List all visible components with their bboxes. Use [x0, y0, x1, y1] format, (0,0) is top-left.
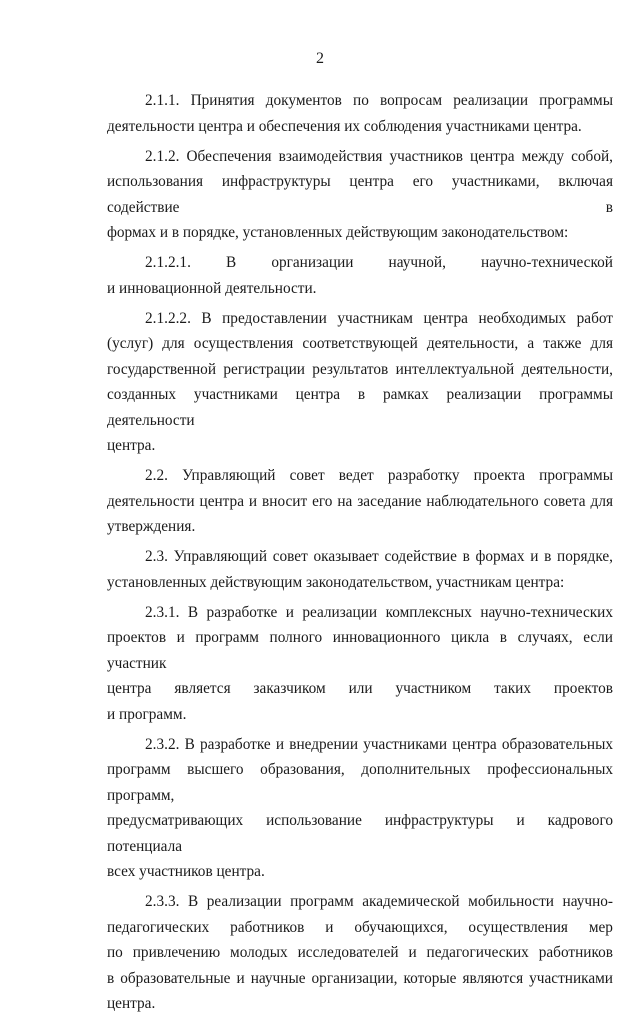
text-line: 2.3.3. В реализации программ академической мобильности научно- — [145, 893, 613, 910]
text-line: предусматривающих использование инфраструктуры и кадрового потенциала — [107, 812, 613, 855]
word: организации — [271, 254, 354, 271]
spaced-text-line — [107, 915, 613, 941]
paragraph-2-3-1 — [107, 600, 613, 728]
spaced-text-line — [107, 676, 613, 702]
word: является — [174, 680, 231, 697]
text-line: созданных участниками центра в рамках реализации программы деятельности — [107, 386, 613, 429]
word: 2.1.2.1. — [145, 254, 191, 271]
text-line: утверждения. — [107, 518, 196, 535]
text-line: деятельности центра и обеспечения их соблюдения участниками центра. — [107, 117, 582, 135]
text-line: и программ. — [107, 705, 187, 723]
word: мер — [588, 918, 613, 936]
text-line: 2.3. Управляющий совет оказывает содействие в формах и в порядке, — [145, 548, 613, 565]
paragraph-2-1-2-1 — [107, 250, 613, 301]
word: научной, — [388, 254, 446, 271]
word: участником — [395, 680, 472, 697]
word: или — [348, 680, 373, 697]
paragraph-2-1-1 — [107, 88, 613, 139]
text-line: центра. — [107, 995, 156, 1012]
text-line: 2.2. Управляющий совет ведет разработку проекта программы — [145, 467, 613, 484]
text-line: программ высшего образования, дополнительных профессиональных программ, — [107, 761, 613, 804]
text-line: по привлечению молодых исследователей и педагогических работников — [107, 944, 613, 961]
text-line: проектов и программ полного инновационного цикла в случаях, если участник — [107, 629, 613, 672]
text-line: 2.1.2.2. В предоставлении участникам центра необходимых работ — [145, 309, 613, 327]
paragraph-2-1-2 — [107, 144, 613, 246]
word: таких — [494, 680, 531, 697]
word: центра — [107, 680, 152, 697]
text-line: 2.1.2. Обеспечения взаимодействия участников центра между собой, — [145, 147, 613, 165]
text-line: государственной регистрации результатов интеллектуальной деятельности, — [107, 360, 613, 378]
word: В — [226, 254, 237, 271]
text-line: установленных действующим законодательством, участникам центра: — [107, 573, 565, 591]
text-line: формах и в порядке, установленных действующим законодательством: — [107, 224, 569, 241]
text-line: 2.1.1. Принятия документов по вопросам реализации программы — [145, 92, 613, 109]
word: осуществления — [468, 918, 568, 936]
page-number: 2 — [316, 50, 324, 67]
text-line: в образовательные и научные организации, которые являются участниками — [107, 969, 613, 987]
word: работников — [230, 918, 305, 936]
word: педагогических — [107, 918, 210, 936]
word: заказчиком — [253, 680, 326, 697]
document-body — [107, 88, 613, 1021]
paragraph-2-3-3 — [107, 889, 613, 1017]
text-line: всех участников центра. — [107, 863, 265, 880]
text-line: деятельности центра и вносит его на заседание наблюдательного совета для — [107, 492, 613, 510]
text-line: центра. — [107, 437, 156, 454]
paragraph-2-3-2 — [107, 732, 613, 885]
paragraph-2-3 — [107, 544, 613, 595]
text-line: и инновационной деятельности. — [107, 279, 317, 297]
text-line: использования инфраструктуры центра его участниками, включая содействие в — [107, 173, 613, 216]
word: обучающихся, — [354, 918, 448, 936]
text-line: 2.3.2. В разработке и внедрении участниками центра образовательных — [145, 735, 613, 753]
text-line: 2.3.1. В разработке и реализации комплексных научно-технических — [145, 603, 613, 621]
paragraph-2-2 — [107, 463, 613, 540]
word: проектов — [553, 680, 613, 697]
word: и — [325, 918, 334, 936]
text-line: (услуг) для осуществления соответствующей деятельности, а также для — [107, 335, 613, 352]
word: научно-технической — [481, 254, 613, 271]
paragraph-2-1-2-2 — [107, 306, 613, 459]
spaced-text-line — [107, 250, 613, 276]
